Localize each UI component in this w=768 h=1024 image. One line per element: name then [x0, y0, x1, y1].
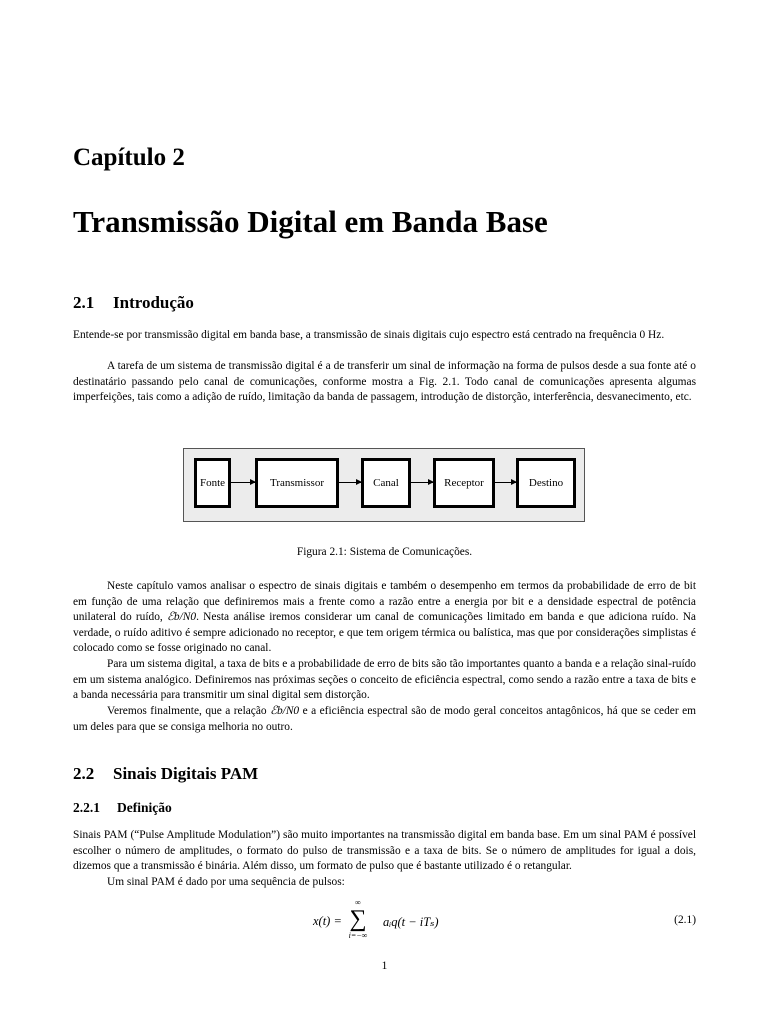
arrow-3	[411, 482, 433, 483]
section-title: Introdução	[113, 293, 194, 312]
block-receptor: Receptor	[433, 458, 495, 508]
section-number: 2.1	[73, 293, 95, 312]
section-heading-pam	[73, 764, 258, 784]
communication-system-figure	[183, 448, 585, 522]
subsection-number: 2.2.1	[73, 800, 100, 815]
arrow-4	[495, 482, 516, 483]
ebn0-symbol: ℰb/N0	[270, 705, 300, 717]
block-fonte: Fonte	[194, 458, 231, 508]
body-paragraph-4: Para um sistema digital, a taxa de bits e a probabilidade de erro de bits são tão importantes quanto a banda e a relação sinal-ruído em um sistema analógico. Definiremos nas próximas seções o conceito de eficiência espectral, como sendo a razão entre a taxa de bits e a banda necessária para transmitir um sinal digital sem distorção.	[73, 658, 696, 701]
document-page	[73, 0, 696, 1024]
block-canal: Canal	[361, 458, 411, 508]
intro-paragraph-1: Entende-se por transmissão digital em banda base, a transmissão de sinais digitais cujo espectro está centrado na frequência 0 Hz.	[73, 329, 665, 341]
paragraph-text: Neste capítulo vamos analisar o espectro de sinais digitais e também o desempenho em termos da probabilidade de erro de bit em função de uma relação que definiremos mais a frente como a razão entre a energia por bit e a densidade espectral de potência unilateral do ruído,	[73, 580, 696, 623]
summation-symbol	[343, 898, 373, 940]
pam-paragraph-1: Sinais PAM (“Pulse Amplitude Modulation”) são muito importantes na transmissão digital em banda base. Em um sinal PAM é possível escolher o número de amplitudes, o formato do pulso de transmissão e a taxa de bits. Se o número de amplitudes for igual a dois, dizemos que a transmissão é binária. Além disso, um formato de pulso que é bastante utilizado é o retangular.	[73, 829, 696, 872]
arrow-2	[339, 482, 361, 483]
section-title: Sinais Digitais PAM	[113, 764, 259, 783]
chapter-label: Capítulo 2	[73, 144, 185, 171]
page-number: 1	[381, 960, 388, 972]
sigma-glyph: ∑	[349, 906, 367, 932]
intro-paragraph-2: A tarefa de um sistema de transmissão digital é a de transferir um sinal de informação na forma de pulsos desde a sua fonte até o destinatário passando pelo canal de comunicações, conforme mostra a Fig. 2.1. Todo canal de comunicações apresenta algumas imperfeições, tais como a adição de ruído, limitação da banda de passagem, introdução de distorção, interferência, desvanecimento, etc.	[73, 360, 696, 403]
paragraph-text: e a eficiência espectral são de modo geral conceitos antagônicos, há que se ceder em um deles para que se consiga melhoria no outro.	[73, 705, 697, 733]
body-paragraph-3	[73, 579, 696, 657]
subsection-title: Definição	[117, 800, 172, 815]
arrow-1	[231, 482, 255, 483]
equation-2-1	[73, 898, 696, 946]
body-paragraph-5	[73, 704, 696, 735]
equation-number: (2.1)	[674, 914, 696, 926]
paragraph-text: . Nesta análise iremos considerar um canal de comunicações limitado em banda e que adiciona ruído. Na verdade, o ruído aditivo é sempre adicionado no receptor, e que tem origem térmica ou balística, mas que por considerações simplistas é colocado como se fosse originado no canal.	[73, 611, 696, 654]
ebn0-symbol: ℰb/N0	[167, 611, 197, 623]
pam-paragraph-2: Um sinal PAM é dado por uma sequência de pulsos:	[107, 876, 345, 888]
chapter-title: Transmissão Digital em Banda Base	[73, 204, 548, 239]
block-transmissor: Transmissor	[255, 458, 339, 508]
block-destino: Destino	[516, 458, 576, 508]
sum-upper-limit: ∞	[355, 898, 361, 907]
equation-rhs: aᵢq(t − iTₛ)	[383, 915, 439, 929]
section-number: 2.2	[73, 764, 95, 783]
paragraph-text: Veremos finalmente, que a relação	[107, 705, 271, 717]
sum-lower-limit: i=−∞	[348, 931, 368, 940]
figure-caption: Figura 2.1: Sistema de Comunicações.	[296, 546, 473, 558]
subsection-heading-definicao	[73, 800, 172, 816]
equation-lhs: x(t) =	[313, 914, 342, 928]
section-heading-intro	[73, 293, 194, 313]
